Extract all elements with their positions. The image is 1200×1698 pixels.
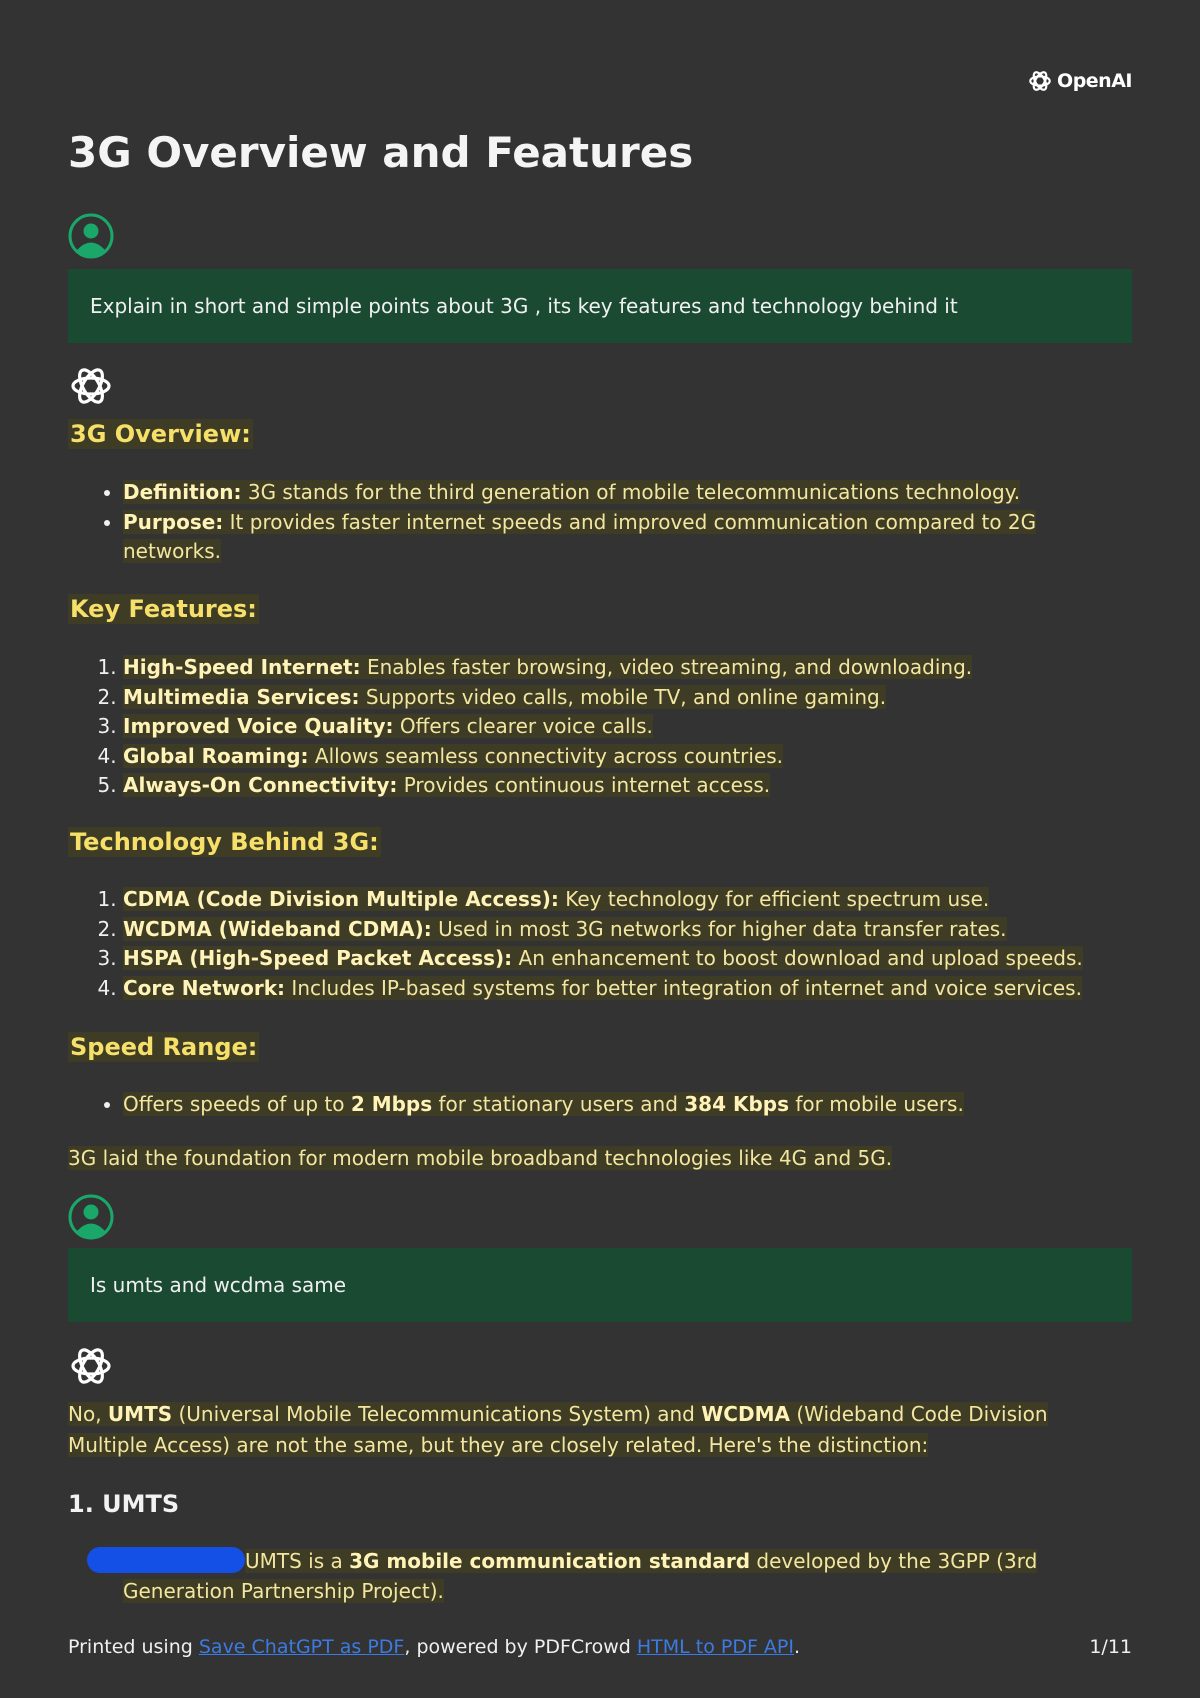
openai-icon xyxy=(1027,68,1053,94)
openai-logo xyxy=(1027,68,1132,94)
closing-paragraph: 3G laid the foundation for modern mobile broadband technologies like 4G and 5G. xyxy=(68,1146,893,1170)
list-item: 4. Global Roaming: Allows seamless connectivity across countries. xyxy=(123,742,1133,772)
chatgpt-avatar-icon xyxy=(68,1343,114,1389)
list-item: UMTS is a 3G mobile communication standard developed by the 3GPP (3rd Generation Partnership Project). xyxy=(123,1547,1133,1606)
list-item: 3. HSPA (High-Speed Packet Access): An enhancement to boost download and upload speeds. xyxy=(123,944,1133,974)
list-item: • Offers speeds of up to 2 Mbps for stationary users and 384 Kbps for mobile users. xyxy=(123,1090,1133,1120)
user-message-text: Explain in short and simple points about 3G , its key features and technology behind it xyxy=(90,294,958,318)
section-heading-overview: 3G Overview: xyxy=(70,420,251,448)
user-avatar-icon xyxy=(68,1194,114,1240)
user-avatar-icon xyxy=(68,213,114,259)
redaction-mark xyxy=(87,1547,245,1573)
overview-list xyxy=(68,478,1133,567)
features-list xyxy=(68,653,1133,801)
user-message-2 xyxy=(68,1248,1132,1322)
list-item: 2. WCDMA (Wideband CDMA): Used in most 3G networks for higher data transfer rates. xyxy=(123,915,1133,945)
user-message-1 xyxy=(68,269,1132,343)
list-item: 1. CDMA (Code Division Multiple Access): Key technology for efficient spectrum use. xyxy=(123,885,1133,915)
save-chatgpt-pdf-link[interactable]: Save ChatGPT as PDF xyxy=(198,1636,405,1658)
document-page xyxy=(68,0,1132,1698)
print-footer: Printed using Save ChatGPT as PDF, powered by PDFCrowd HTML to PDF API. 1/11 xyxy=(68,1636,1132,1658)
umts-list xyxy=(68,1547,1133,1606)
subheading-umts: 1. UMTS xyxy=(68,1490,180,1518)
section-heading-features: Key Features: xyxy=(70,595,257,623)
speed-list xyxy=(68,1090,1133,1120)
brand-name: OpenAI xyxy=(1057,70,1132,92)
section-heading-speed: Speed Range: xyxy=(70,1033,258,1061)
list-item: 2. Multimedia Services: Supports video calls, mobile TV, and online gaming. xyxy=(123,683,1133,713)
list-item: 5. Always-On Connectivity: Provides continuous internet access. xyxy=(123,771,1133,801)
user-message-text: Is umts and wcdma same xyxy=(90,1273,347,1297)
list-item: • Definition: 3G stands for the third generation of mobile telecommunications technology. xyxy=(123,478,1133,508)
list-item: • Purpose: It provides faster internet speeds and improved communication compared to 2G networks. xyxy=(123,508,1133,567)
page-title: 3G Overview and Features xyxy=(68,128,694,177)
list-item: 4. Core Network: Includes IP-based systems for better integration of internet and voice services. xyxy=(123,974,1133,1004)
technology-list xyxy=(68,885,1133,1003)
chatgpt-avatar-icon xyxy=(68,363,114,409)
answer-intro-paragraph: No, UMTS (Universal Mobile Telecommunications System) and WCDMA (Wideband Code Division Multiple Access) are not the same, but they are closely related. Here's the distinction: xyxy=(68,1402,1048,1457)
page-number: 1/11 xyxy=(1089,1636,1132,1658)
section-heading-technology: Technology Behind 3G: xyxy=(70,828,379,856)
list-item: 1. High-Speed Internet: Enables faster browsing, video streaming, and downloading. xyxy=(123,653,1133,683)
html-to-pdf-api-link[interactable]: HTML to PDF API xyxy=(636,1636,794,1658)
list-item: 3. Improved Voice Quality: Offers clearer voice calls. xyxy=(123,712,1133,742)
